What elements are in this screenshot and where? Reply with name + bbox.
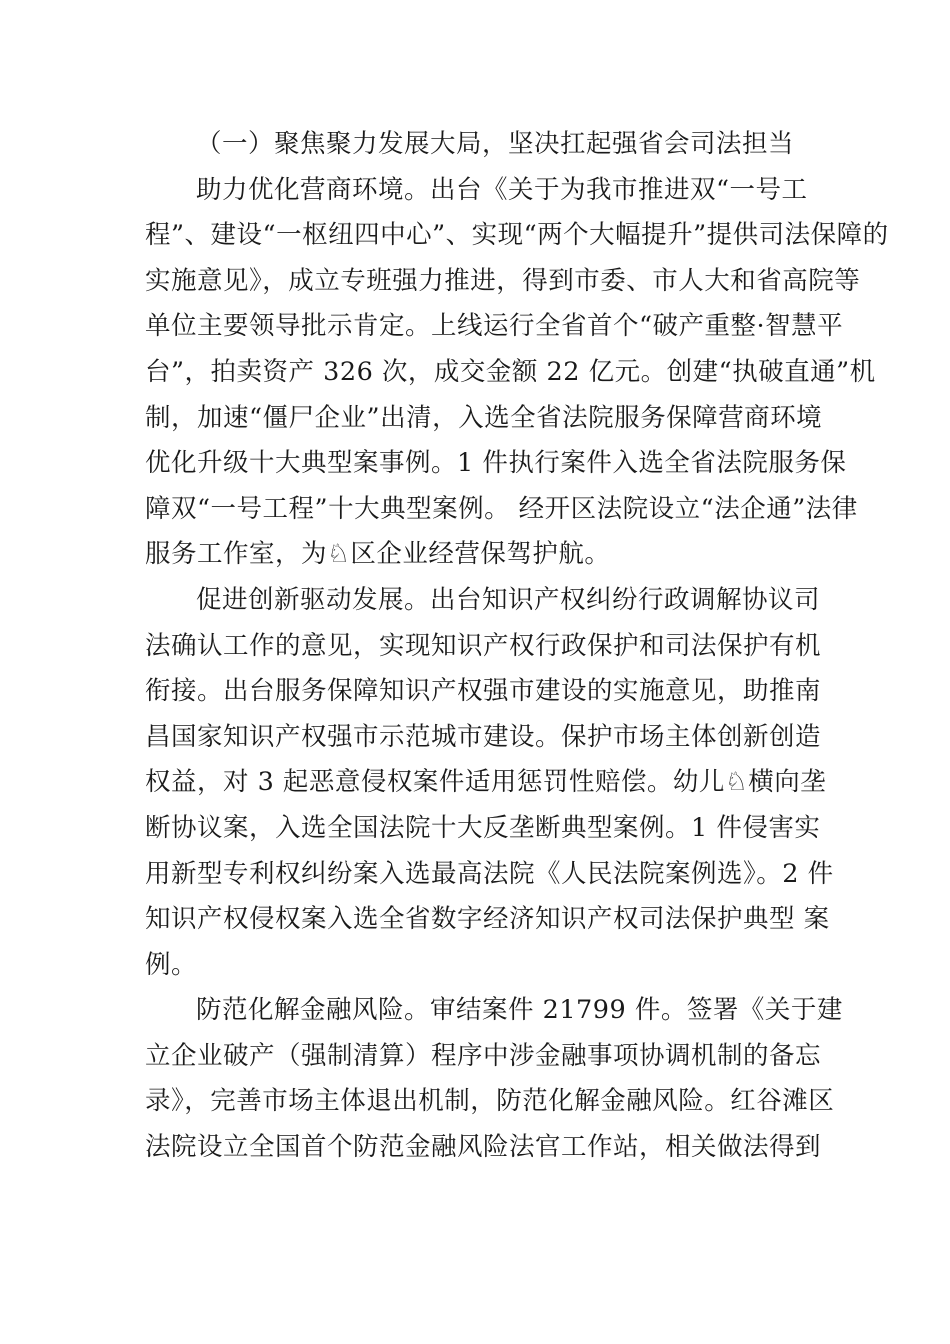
paragraph-line: 防范化解金融风险。审结案件 21799 件。签署《关于建 <box>196 995 843 1026</box>
paragraph-line: 单位主要领导批示肯定。上线运行全省首个“破产重整·智慧平 <box>145 311 844 342</box>
paragraph-line: 助力优化营商环境。出台《关于为我市推进双“一号工 <box>196 174 808 205</box>
paragraph-line: 用新型专利权纠纷案入选最高法院《人民法院案例选》。2 件 <box>145 858 834 889</box>
paragraph-line: 衔接。出台服务保障知识产权强市建设的实施意见，助推南 <box>145 676 822 707</box>
paragraph-line: 权益，对 3 起恶意侵权案件适用惩罚性赔偿。幼儿♘横向垄 <box>145 767 827 798</box>
section-heading: （一）聚焦聚力发展大局，坚决扛起强省会司法担当 <box>196 129 795 159</box>
paragraph-line: 昌国家知识产权强市示范城市建设。保护市场主体创新创造 <box>145 721 822 752</box>
paragraph-line: 例。 <box>145 949 198 980</box>
paragraph-line: 服务工作室，为♘区企业经营保驾护航。 <box>145 539 611 570</box>
paragraph-line: 制，加速“僵尸企业”出清，入选全省法院服务保障营商环境 <box>145 402 823 433</box>
paragraph-line: 促进创新驱动发展。出台知识产权纠纷行政调解协议司 <box>196 584 821 615</box>
paragraph-line: 程”、建设“一枢纽四中心”、实现“两个大幅提升”提供司法保障的 <box>145 220 889 251</box>
paragraph-line: 法确认工作的意见，实现知识产权行政保护和司法保护有机 <box>145 630 822 661</box>
paragraph-line: 障双“一号工程”十大典型案例。 经开区法院设立“法企通”法律 <box>145 493 858 524</box>
paragraph-line: 断协议案，入选全国法院十大反垄断典型案例。1 件侵害实 <box>145 812 821 843</box>
paragraph-line: 优化升级十大典型案事例。1 件执行案件入选全省法院服务保 <box>145 448 847 479</box>
paragraph-line: 知识产权侵权案入选全省数字经济知识产权司法保护典型 案 <box>145 904 830 935</box>
paragraph-line: 法院设立全国首个防范金融风险法官工作站，相关做法得到 <box>145 1132 822 1163</box>
paragraph-line: 实施意见》，成立专班强力推进，得到市委、市人大和省高院等 <box>145 265 861 296</box>
paragraph-line: 录》，完善市场主体退出机制，防范化解金融风险。红谷滩区 <box>145 1086 835 1117</box>
paragraph-line: 立企业破产（强制清算）程序中涉金融事项协调机制的备忘 <box>145 1040 822 1071</box>
document-body <box>145 122 889 1171</box>
paragraph-line: 台”，拍卖资产 326 次，成交金额 22 亿元。创建“执破直通”机 <box>145 356 876 387</box>
